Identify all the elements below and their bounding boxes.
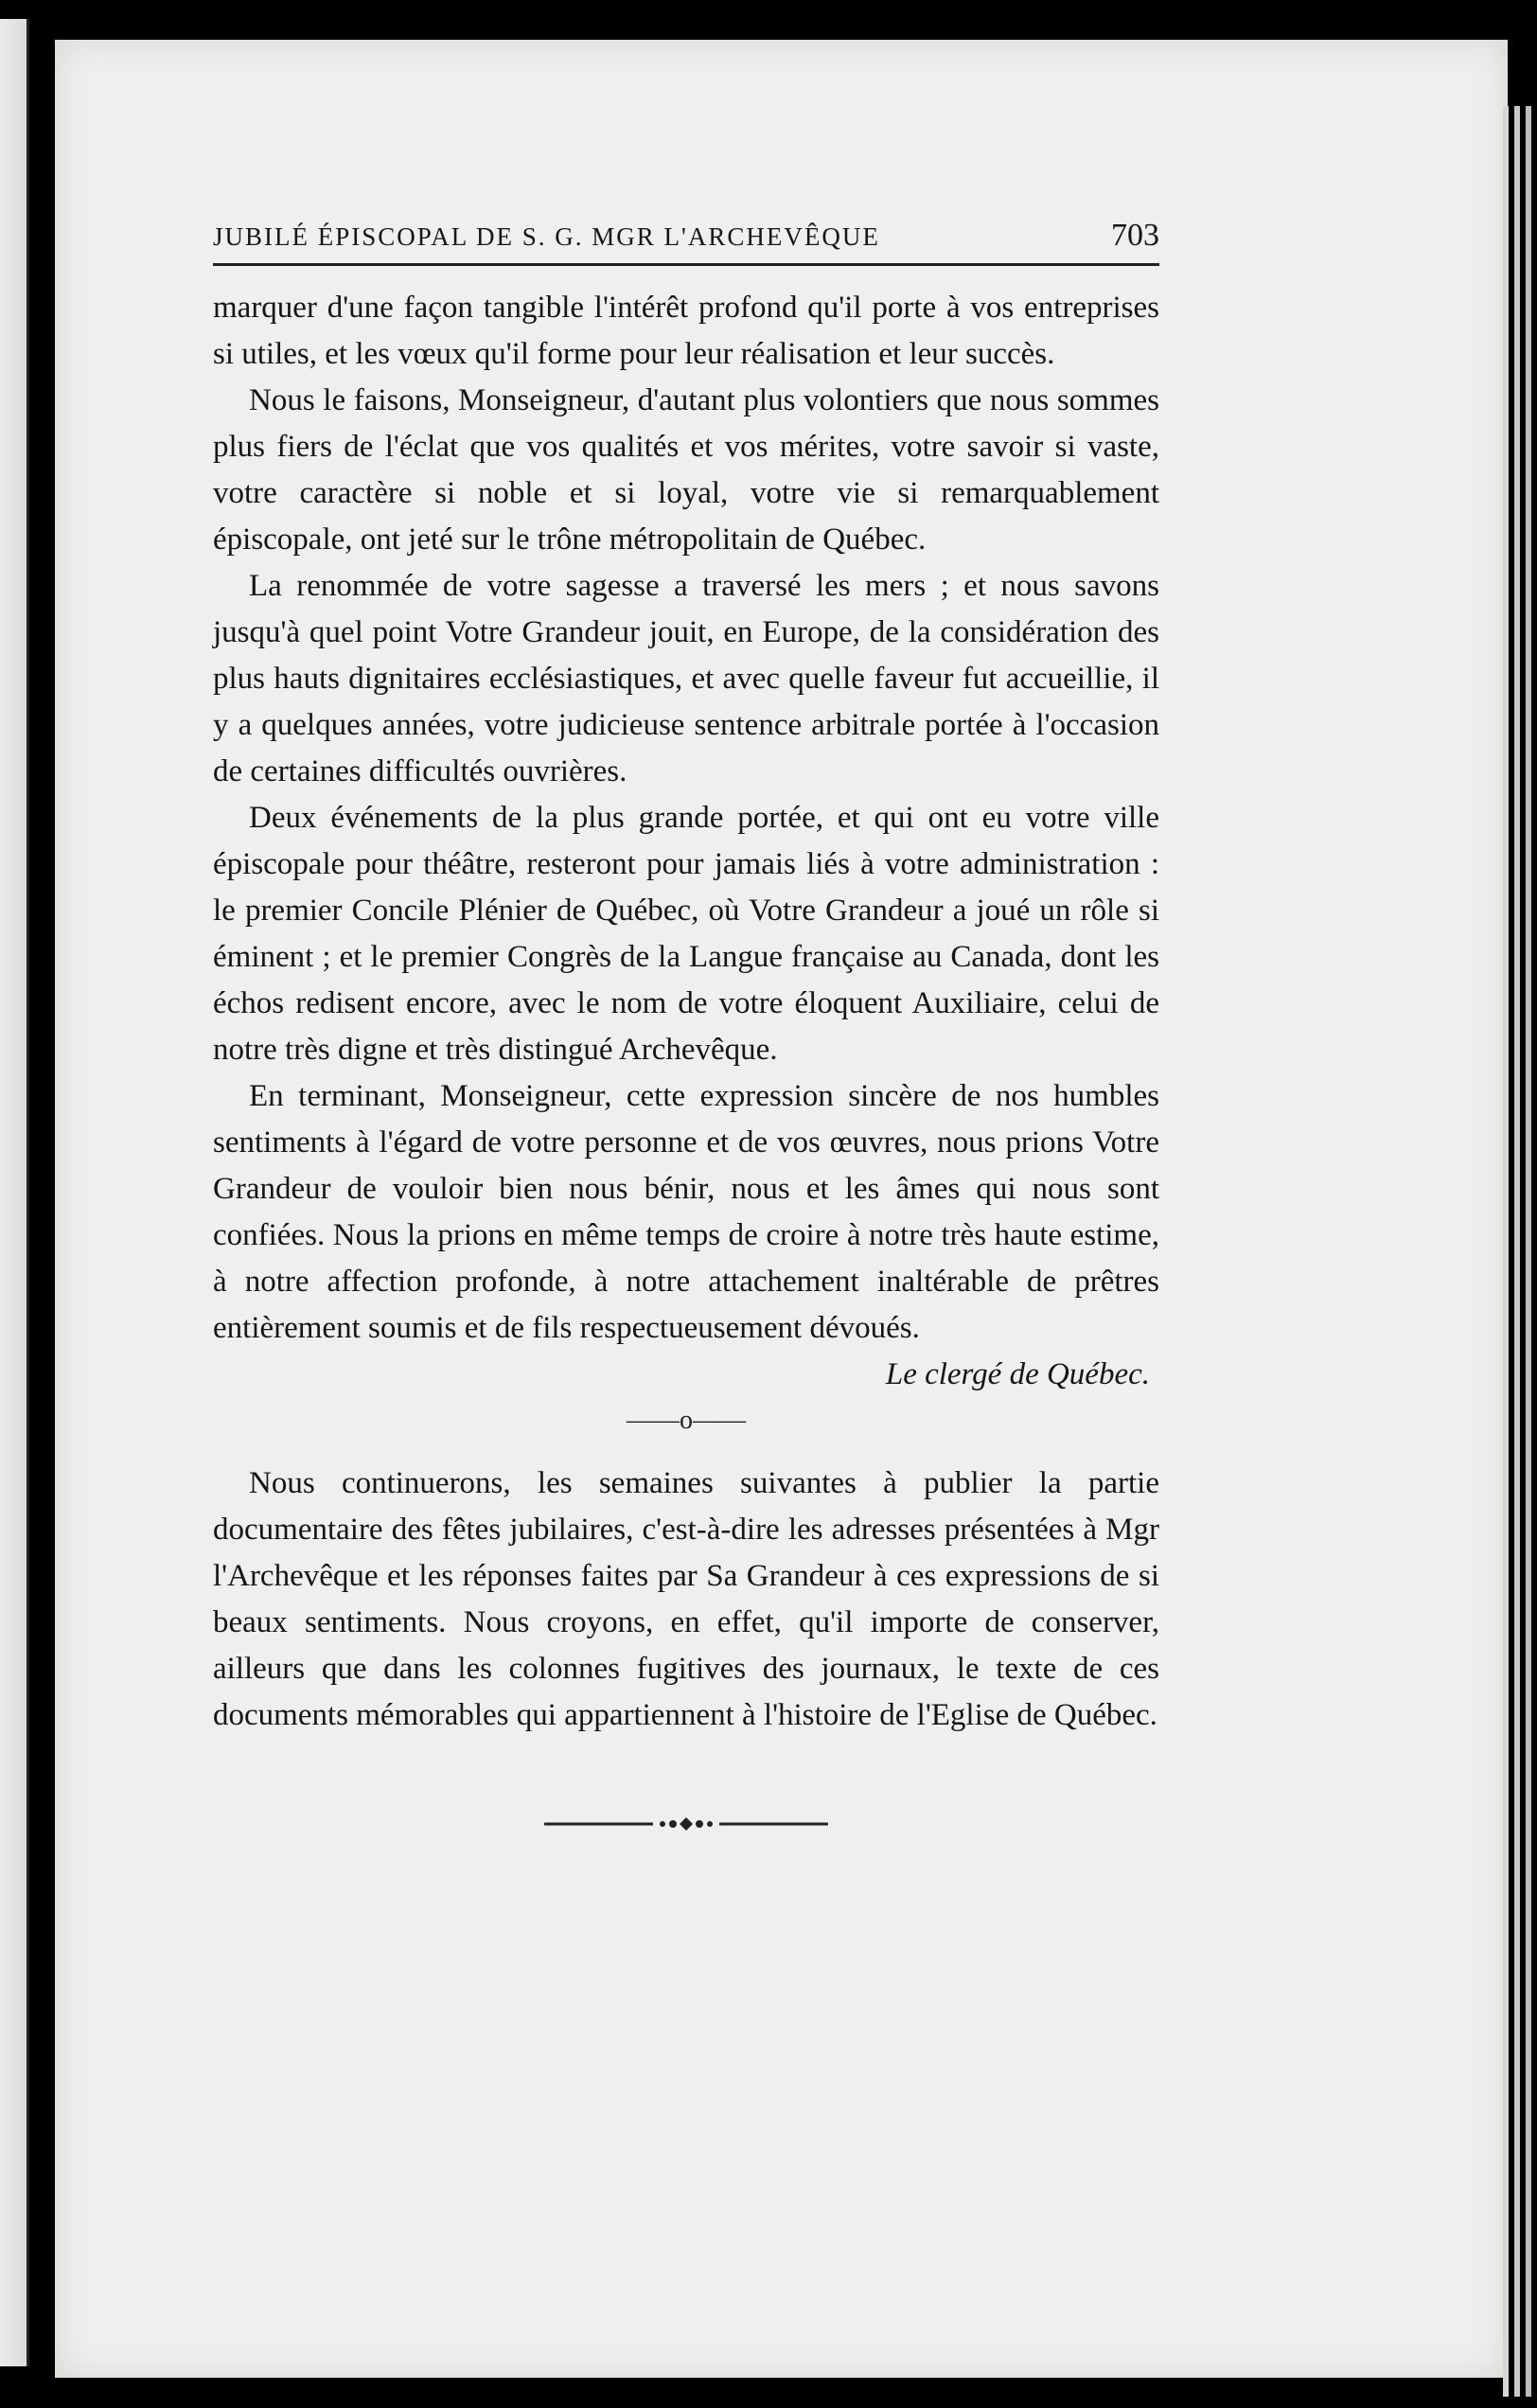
end-ornament-icon [544,1815,828,1833]
paragraph: Nous le faisons, Monseigneur, d'autant plus volontiers que nous sommes plus fiers de l'éclat que vos qualités et vos mérites, votre savoir si vaste, votre caractère si noble et si loyal, votre vie si remarquablement épiscopale, ont jeté sur le trône métropolitain de Québec. [213,383,1159,557]
page-stack-edge [1503,106,1509,2397]
paragraph: marquer d'une façon tangible l'intérêt profond qu'il porte à vos entreprises si utiles, et les vœux qu'il forme pour leur réalisation et leur succès. [213,291,1159,371]
page-stack-edge [1514,106,1520,2397]
signature: Le clergé de Québec. [885,1357,1150,1391]
paragraph: En terminant, Monseigneur, cette expression sincère de nos humbles sentiments à l'égard de votre personne et de vos œuvres, nous prions Votre Grandeur de vouloir bien nous bénir, nous et les âmes qui nous sont confiées. Nous la prions en même temps de croire à notre très haute estime, à notre affection profonde, à notre attachement inaltérable de prêtres entièrement soumis et de fils respectueusement dévoués. [213,1079,1159,1345]
previous-page-edge [0,19,29,2366]
running-header [213,218,1159,266]
closing-paragraph: Nous continuerons, les semaines suivantes à publier la partie documentaire des fêtes jubilaires, c'est-à-dire les adresses présentées à Mgr l'Archevêque et les réponses faites par Sa Grandeur à ces expressions de si beaux sentiments. Nous croyons, en effet, qu'il importe de conserver, ailleurs que dans les colonnes fugitives des journaux, le texte de ces documents mémorables qui appartiennent à l'histoire de l'Eglise de Québec. [213,1466,1159,1732]
running-title: JUBILÉ ÉPISCOPAL DE S. G. MGR L'ARCHEVÊQUE [213,222,880,251]
page-number: 703 [1111,218,1159,253]
paragraph: La renommée de votre sagesse a traversé les mers ; et nous savons jusqu'à quel point Votre Grandeur jouit, en Europe, de la considération des plus hauts dignitaires ecclésiastiques, et avec quelle faveur fut accueillie, il y a quelques années, votre judicieuse sentence arbitrale portée à l'occasion de certaines difficultés ouvrières. [213,569,1159,788]
paragraph: Deux événements de la plus grande portée, et qui ont eu votre ville épiscopale pour théâtre, resteront pour jamais liés à votre administration : le premier Concile Plénier de Québec, où Votre Grandeur a joué un rôle si éminent ; et le premier Congrès de la Langue française au Canada, dont les échos redisent encore, avec le nom de votre éloquent Auxiliaire, celui de notre très digne et très distingué Archevêque. [213,801,1159,1067]
section-divider: ——o—— [627,1406,746,1435]
page-content [213,218,1159,1833]
page-stack-edge [1526,106,1531,2397]
